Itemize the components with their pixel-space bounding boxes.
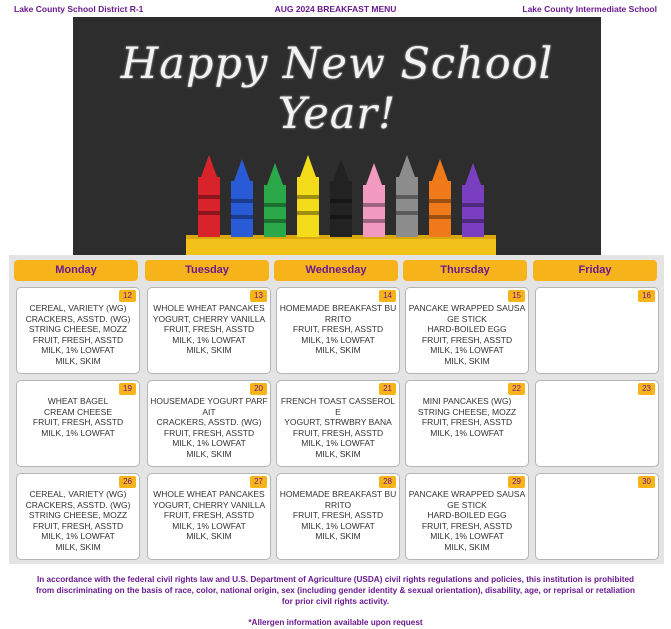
menu-item: MILK, 1% LOWFAT (172, 520, 246, 531)
calendar-cell (16, 287, 140, 374)
civil-rights-statement (12, 574, 659, 607)
menu-items (278, 396, 398, 459)
menu-item: FRUIT, FRESH, ASSTD (292, 324, 384, 334)
menu-item: MILK, 1% LOWFAT (41, 531, 115, 541)
calendar-cell (147, 380, 271, 467)
date-badge: 27 (250, 476, 267, 488)
menu-item: MILK, 1% LOWFAT (301, 520, 375, 531)
menu-items (149, 303, 269, 356)
menu-item: AIT (202, 406, 216, 417)
menu-items (149, 489, 269, 542)
calendar-cell (535, 380, 659, 467)
allergen-note: *Allergen information available upon request (248, 618, 423, 627)
menu-item: FRUIT, FRESH, ASSTD (163, 324, 255, 334)
calendar-cell (16, 473, 140, 560)
menu-item: HARD-BOILED EGG (427, 324, 507, 334)
district-name: Lake County School District R-1 (14, 4, 144, 14)
date-badge: 14 (379, 290, 396, 302)
date-badge: 23 (638, 383, 655, 395)
menu-item: HOMEMADE BREAKFAST BU (279, 303, 397, 313)
menu-items (278, 489, 398, 542)
menu-item: PANCAKE WRAPPED SAUSA (408, 303, 526, 313)
date-badge: 28 (379, 476, 396, 488)
menu-item: PANCAKE WRAPPED SAUSA (408, 489, 526, 499)
menu-title: AUG 2024 BREAKFAST MENU (274, 4, 397, 14)
calendar-cell (535, 287, 659, 374)
menu-item: FRUIT, FRESH, ASSTD (421, 334, 513, 345)
menu-items (278, 303, 398, 356)
menu-items (407, 489, 527, 552)
calendar-cell (405, 287, 529, 374)
date-badge: 20 (250, 383, 267, 395)
calendar-cell (16, 380, 140, 467)
calendar-cell (276, 380, 400, 467)
menu-item: MILK, 1% LOWFAT (301, 334, 375, 345)
civil-rights-line-3: for prior civil rights activity. (281, 597, 390, 606)
calendar-cell (535, 473, 659, 560)
menu-item: FRUIT, FRESH, ASSTD (32, 417, 124, 427)
menu-item: YOGURT, CHERRY VANILLA (152, 499, 266, 510)
date-badge: 29 (508, 476, 525, 488)
menu-items (18, 303, 138, 366)
menu-item: MILK, SKIM (55, 355, 101, 366)
calendar-cell (405, 473, 529, 560)
menu-item: STRING CHEESE, MOZZ (417, 406, 517, 417)
banner-image (73, 17, 601, 255)
date-badge: 19 (119, 383, 136, 395)
menu-item: GE STICK (447, 499, 487, 510)
date-badge: 13 (250, 290, 267, 302)
menu-item: FRUIT, FRESH, ASSTD (32, 334, 124, 345)
menu-item: MILK, 1% LOWFAT (41, 427, 115, 438)
menu-item: WHOLE WHEAT PANCAKES (153, 489, 265, 499)
menu-item: RRITO (324, 313, 352, 324)
day-header-3: Thursday (403, 260, 527, 281)
menu-item: FRUIT, FRESH, ASSTD (163, 510, 255, 520)
menu-item: FRENCH TOAST CASSEROL (280, 396, 396, 406)
menu-item: MILK, 1% LOWFAT (41, 345, 115, 355)
banner-title: Happy New School Year! (120, 39, 554, 139)
menu-item: MILK, SKIM (315, 448, 361, 459)
menu-item: HOMEMADE BREAKFAST BU (279, 489, 397, 499)
day-header-1: Tuesday (145, 260, 269, 281)
calendar-cell (147, 287, 271, 374)
date-badge: 26 (119, 476, 136, 488)
menu-item: YOGURT, CHERRY VANILLA (152, 313, 266, 324)
menu-item: MILK, SKIM (186, 448, 232, 459)
calendar-cell (405, 380, 529, 467)
calendar-cell (276, 287, 400, 374)
calendar-cell (276, 473, 400, 560)
menu-item: FRUIT, FRESH, ASSTD (292, 510, 384, 520)
menu-items (407, 396, 527, 438)
date-badge: 30 (638, 476, 655, 488)
menu-item: MILK, SKIM (186, 345, 232, 355)
day-header-0: Monday (14, 260, 138, 281)
menu-item: CRACKERS, ASSTD. (WG) (25, 499, 131, 510)
menu-item: FRUIT, FRESH, ASSTD (292, 427, 384, 438)
menu-item: MILK, SKIM (315, 531, 361, 541)
menu-items (18, 489, 138, 552)
menu-item: MILK, 1% LOWFAT (301, 438, 375, 448)
menu-item: STRING CHEESE, MOZZ (28, 510, 128, 520)
menu-item: CEREAL, VARIETY (WG) (29, 489, 127, 499)
date-badge: 16 (638, 290, 655, 302)
menu-item: CRACKERS, ASSTD. (WG) (25, 313, 131, 324)
date-badge: 15 (508, 290, 525, 302)
date-badge: 21 (379, 383, 396, 395)
menu-item: MILK, 1% LOWFAT (430, 531, 504, 541)
menu-item: CREAM CHEESE (43, 406, 112, 417)
day-header-2: Wednesday (274, 260, 398, 281)
menu-item: RRITO (324, 499, 352, 510)
menu-item: MILK, SKIM (186, 531, 232, 541)
menu-item: YOGURT, STRWBRY BANA (284, 417, 392, 427)
calendar-cell (147, 473, 271, 560)
menu-items (149, 396, 269, 459)
day-header-4: Friday (533, 260, 657, 281)
menu-items (407, 303, 527, 366)
menu-item: HOUSEMADE YOGURT PARF (150, 396, 268, 406)
menu-item: MILK, SKIM (444, 355, 490, 366)
date-badge: 12 (119, 290, 136, 302)
menu-item: MILK, 1% LOWFAT (172, 334, 246, 345)
menu-item: CRACKERS, ASSTD. (WG) (156, 417, 262, 427)
menu-item: MILK, 1% LOWFAT (172, 438, 246, 448)
menu-item: WHOLE WHEAT PANCAKES (153, 303, 265, 313)
menu-items (18, 396, 138, 438)
menu-item: FRUIT, FRESH, ASSTD (32, 520, 124, 531)
menu-item: WHEAT BAGEL (47, 396, 109, 406)
menu-item: CEREAL, VARIETY (WG) (29, 303, 127, 313)
menu-item: MILK, SKIM (444, 541, 490, 552)
school-name: Lake County Intermediate School (522, 4, 657, 14)
menu-item: MINI PANCAKES (WG) (422, 396, 512, 406)
menu-item: MILK, SKIM (315, 345, 361, 355)
date-badge: 22 (508, 383, 525, 395)
calendar-grid (9, 255, 664, 564)
menu-item: FRUIT, FRESH, ASSTD (421, 520, 513, 531)
menu-item: MILK, 1% LOWFAT (430, 427, 504, 438)
menu-item: GE STICK (447, 313, 487, 324)
crayons-icon (186, 127, 496, 255)
menu-item: HARD-BOILED EGG (427, 510, 507, 520)
menu-item: FRUIT, FRESH, ASSTD (421, 417, 513, 427)
menu-item: MILK, 1% LOWFAT (430, 345, 504, 355)
civil-rights-line-1: In accordance with the federal civil rights law and U.S. Department of Agriculture (USDA) civil rights regulations and policies, this institution is prohibited (36, 575, 634, 584)
civil-rights-line-2: from discriminating on the basis of race, color, national origin, sex (including gender identity & sexual orientation), disability, age, or reprisal or retaliation (35, 586, 635, 595)
menu-item: MILK, SKIM (55, 541, 101, 552)
menu-item: E (335, 406, 341, 417)
menu-item: STRING CHEESE, MOZZ (28, 324, 128, 334)
menu-item: FRUIT, FRESH, ASSTD (163, 427, 255, 438)
